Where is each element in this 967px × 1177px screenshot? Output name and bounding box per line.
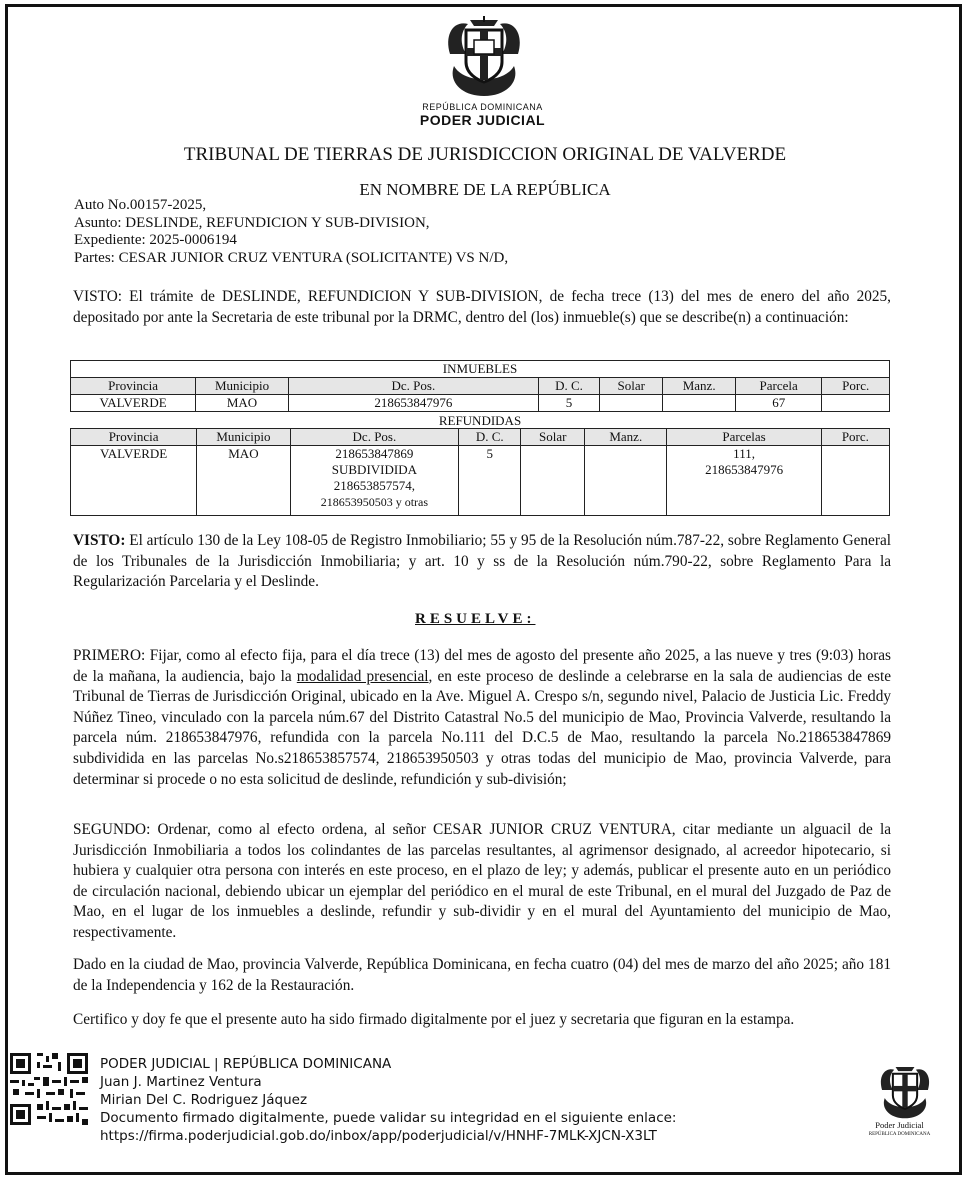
signer-secretary: Mirian Del C. Rodriguez Jáquez bbox=[100, 1092, 308, 1108]
cell: 67 bbox=[735, 395, 821, 412]
qr-code-icon bbox=[10, 1053, 88, 1125]
cell bbox=[521, 446, 585, 516]
cell bbox=[663, 395, 736, 412]
cell bbox=[821, 446, 889, 516]
inmuebles-title: INMUEBLES bbox=[71, 361, 890, 378]
cell: 5 bbox=[459, 446, 521, 516]
refundidas-table bbox=[70, 428, 890, 516]
court-title: TRIBUNAL DE TIERRAS DE JURISDICCION ORIGINAL DE VALVERDE bbox=[183, 144, 787, 165]
cell-line: 218653847869 bbox=[335, 446, 414, 461]
primero-text-b: , en este proceso de deslinde a celebrarse en la sala de audiencias de este Tribunal de Tierras de Jurisdicción Original, ubicado en la Ave. Miguel A. Crespo s/n, segundo nivel, Palacio de Justicia Lic. Freddy Núñez Tineo, vinculado con la parcela núm.67 del Distrito Catastral No.5 del municipio de Mao, Provincia Valverde, resultando la parcela núm. 218653847976, refundida con la parcela No.111 del D.C.5 de Mao, resultando la parcela No.218653847869 subdividida en las parcelas No.s218653857574, 218653950503 y otras todas del municipio de Mao, provincia Valverde, para determinar si procede o no esta solicitud de deslinde, refundición y sub-división; bbox=[73, 667, 891, 788]
cell: 5 bbox=[538, 395, 599, 412]
cell-line: SUBDIVIDIDA bbox=[331, 462, 417, 477]
resuelve-heading: RESUELVE: bbox=[415, 611, 536, 627]
visto-label: VISTO: bbox=[73, 532, 126, 549]
table-row bbox=[71, 395, 890, 412]
signer-judge: Juan J. Martinez Ventura bbox=[100, 1074, 262, 1090]
segundo-paragraph: SEGUNDO: Ordenar, como al efecto ordena, al señor CESAR JUNIOR CRUZ VENTURA, citar mediante un alguacil de la Jurisdicción Inmobiliaria a todos los colindantes de las parcelas resultantes, al agrimensor designado, al acreedor hipotecario, si hubiera y cualquier otra persona con interés en este proceso, en el plazo de ley; y además, publicar el presente auto en un periódico de circulación nacional, debiendo ubicar un ejemplar del periódico en el mural de este Tribunal, en el mural del Juzgado de Paz de Mao, en el lugar de los inmuebles a deslinde, refundir y sub-dividir y en el mural del Ayuntamiento del municipio de Mao, respectivamente. bbox=[73, 821, 891, 941]
cell bbox=[585, 446, 667, 516]
auto-number: Auto No.00157-2025, bbox=[74, 197, 207, 213]
col-header: Provincia bbox=[71, 429, 197, 446]
partes: Partes: CESAR JUNIOR CRUZ VENTURA (SOLICITANTE) VS N/D, bbox=[74, 249, 509, 266]
col-header: Municipio bbox=[196, 378, 289, 395]
coat-of-arms-icon bbox=[440, 14, 528, 100]
visto-paragraph-2 bbox=[73, 531, 891, 593]
cell-parcelas bbox=[667, 446, 821, 516]
visto-paragraph-1: VISTO: El trámite de DESLINDE, REFUNDICION Y SUB-DIVISION, de fecha trece (13) del mes de enero del año 2025, depositado por ante la Secretaria de este tribunal por la DRMC, dentro del (los) inmueble(s) que se describe(n) a continuación: bbox=[73, 288, 891, 326]
cell-line: 111, bbox=[733, 446, 755, 461]
table-header-row bbox=[71, 378, 890, 395]
col-header: Solar bbox=[600, 378, 663, 395]
col-header: Dc. Pos. bbox=[288, 378, 538, 395]
col-header: Provincia bbox=[71, 378, 196, 395]
col-header: Dc. Pos. bbox=[290, 429, 459, 446]
cell-line: 218653847976 bbox=[705, 462, 784, 477]
case-metadata bbox=[74, 197, 508, 267]
col-header: Parcela bbox=[735, 378, 821, 395]
col-header: Parcelas bbox=[667, 429, 821, 446]
asunto: Asunto: DESLINDE, REFUNDICION Y SUB-DIVISION, bbox=[74, 214, 430, 231]
table-row bbox=[71, 446, 890, 516]
republic-label: REPÚBLICA DOMINICANA bbox=[422, 102, 543, 112]
col-header: D. C. bbox=[538, 378, 599, 395]
col-header: Porc. bbox=[821, 429, 889, 446]
cell-line: 218653857574, bbox=[333, 478, 415, 493]
cell: 218653847976 bbox=[288, 395, 538, 412]
judicial-power-label: PODER JUDICIAL bbox=[419, 112, 546, 128]
validation-note: Documento firmado digitalmente, puede validar su integridad en el siguiente enlace: bbox=[100, 1110, 677, 1126]
small-seal-line1: Poder Judicial bbox=[875, 1120, 924, 1130]
small-coat-of-arms-icon bbox=[870, 1063, 940, 1121]
col-header: Solar bbox=[521, 429, 585, 446]
col-header: Municipio bbox=[197, 429, 290, 446]
cell: VALVERDE bbox=[71, 395, 196, 412]
validation-link[interactable]: https://firma.poderjudicial.gob.do/inbox/app/poderjudicial/v/HNHF-7MLK-XJCN-X3LT bbox=[100, 1128, 657, 1144]
cell: MAO bbox=[196, 395, 289, 412]
visto-text: El artículo 130 de la Ley 108-05 de Registro Inmobiliario; 55 y 95 de la Resolución núm.787-22, sobre Reglamento General de los Tribunales de la Jurisdicción Inmobiliaria; y art. 10 y ss de la Resolución núm.790-22, sobre Reglamento Para la Regularización Parcelaria y el Deslinde. bbox=[73, 532, 891, 591]
col-header: D. C. bbox=[459, 429, 521, 446]
col-header: Manz. bbox=[663, 378, 736, 395]
expediente: Expediente: 2025-0006194 bbox=[74, 232, 237, 248]
modalidad-presencial: modalidad presencial bbox=[296, 667, 429, 685]
primero-text-a: PRIMERO: Fijar, como al efecto fija, para el día trece (13) del mes de agosto del presente año 2025, a las nueve y tres (9:03) horas de la mañana, la audiencia, bajo la bbox=[73, 647, 891, 685]
cell-line: 218653950503 y otras bbox=[320, 495, 429, 509]
small-seal-line2: REPÚBLICA DOMINICANA bbox=[868, 1132, 931, 1137]
cell bbox=[600, 395, 663, 412]
in-name-heading: EN NOMBRE DE LA REPÚBLICA bbox=[359, 180, 611, 199]
refundidas-title: REFUNDIDAS bbox=[438, 413, 522, 428]
cell: MAO bbox=[197, 446, 290, 516]
inmuebles-table bbox=[70, 360, 890, 412]
col-header: Manz. bbox=[585, 429, 667, 446]
footer-institution: PODER JUDICIAL | REPÚBLICA DOMINICANA bbox=[100, 1056, 392, 1072]
primero-paragraph bbox=[73, 646, 891, 790]
table-header-row bbox=[71, 429, 890, 446]
col-header: Porc. bbox=[822, 378, 890, 395]
digital-signature-block bbox=[100, 1055, 676, 1145]
cell: VALVERDE bbox=[71, 446, 197, 516]
small-seal-label bbox=[852, 1121, 947, 1139]
dado-paragraph: Dado en la ciudad de Mao, provincia Valverde, República Dominicana, en fecha cuatro (04) del mes de marzo del año 2025; año 181 de la Independencia y 162 de la Restauración. bbox=[73, 956, 891, 994]
cell bbox=[822, 395, 890, 412]
certifico-paragraph: Certifico y doy fe que el presente auto ha sido firmado digitalmente por el juez y secretaria que figuran en la estampa. bbox=[73, 1011, 795, 1028]
cell-dcpos bbox=[290, 446, 459, 516]
